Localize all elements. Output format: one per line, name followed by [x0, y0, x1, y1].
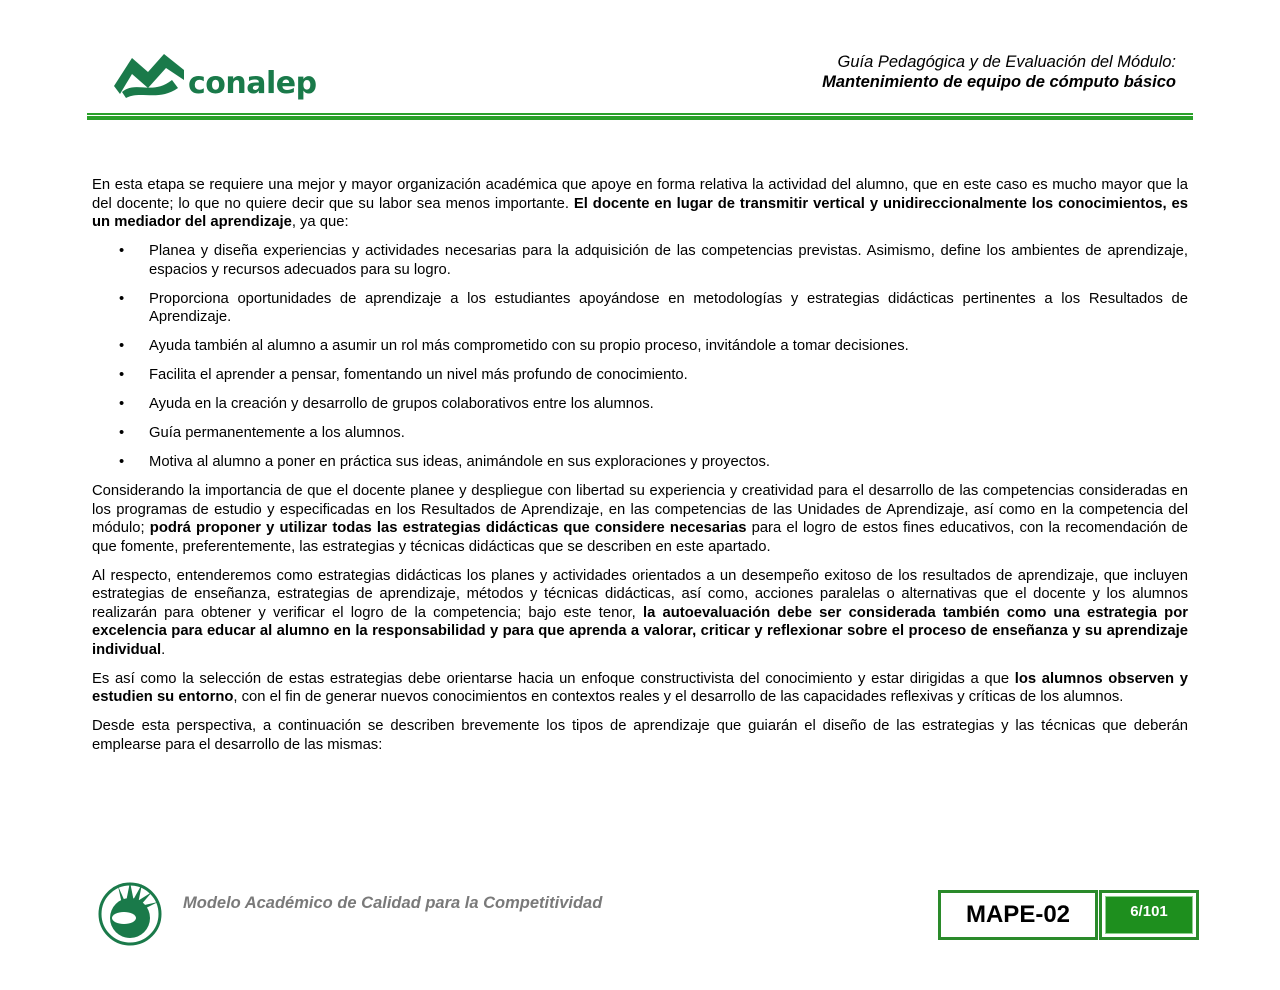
document-code [938, 890, 1098, 940]
list-item: • Motiva al alumno a poner en práctica sus ideas, animándole en sus exploraciones y proyectos. [119, 454, 770, 470]
logo-text: conalep [188, 66, 317, 101]
page-number-box [1099, 890, 1199, 940]
bullet-list [92, 242, 1188, 472]
title-line-2: Mantenimiento de equipo de cómputo básico [822, 73, 1176, 91]
list-item: • Guía permanentemente a los alumnos. [119, 425, 405, 441]
header-rule-thick [87, 116, 1193, 120]
bullet-icon: • [119, 396, 125, 412]
conalep-logo-icon [112, 50, 186, 102]
conalep-logo [112, 48, 317, 108]
paragraph-1: En esta etapa se requiere una mejor y mayor organización académica que apoye en forma relativa la actividad del alumno, que en este caso es mucho mayor que la del docente; lo que no quiere decir que su labor sea menos importante. El docente en lugar de transmitir vertical y unidireccionalmente los conocimientos, es un mediador del aprendizaje, ya que: [92, 177, 1188, 230]
list-item: • Proporciona oportunidades de aprendizaje a los estudiantes apoyándose en metodologías y estrategias didácticas pertinentes a los Resultados de Aprendizaje. [119, 290, 1188, 325]
document-title [822, 52, 1176, 92]
bullet-icon: • [119, 425, 125, 441]
header-rule-thin [87, 113, 1193, 115]
bullet-icon: • [119, 290, 125, 307]
modelo-academico-seal-icon [94, 874, 166, 946]
page-number: 6/101 [1130, 902, 1168, 920]
paragraph-4: Es así como la selección de estas estrategias debe orientarse hacia un enfoque constructivista del conocimiento y estar dirigidas a que los alumnos observen y estudien su entorno, con el fin de generar nuevos conocimientos en contextos reales y el desarrollo de las capacidades reflexivas y críticas de los alumnos. [92, 670, 1188, 705]
document-code-text: MAPE-02 [965, 901, 1071, 928]
footer-slogan: Modelo Académico de Calidad para la Competitividad [183, 894, 603, 912]
list-item: • Planea y diseña experiencias y actividades necesarias para la adquisición de las competencias previstas. Asimismo, define los ambientes de aprendizaje, espacios y recursos adecuados para su logro. [119, 243, 1188, 278]
list-item: • Ayuda en la creación y desarrollo de grupos colaborativos entre los alumnos. [119, 396, 654, 412]
bullet-icon: • [119, 454, 125, 470]
bullet-icon: • [119, 367, 125, 383]
paragraph-5: Desde esta perspectiva, a continuación se describen brevemente los tipos de aprendizaje que guiarán el diseño de las estrategias y las técnicas que deberán emplearse para el desarrollo de las mismas: [92, 718, 1188, 753]
paragraph-3: Al respecto, entenderemos como estrategias didácticas los planes y actividades orientados a un desempeño exitoso de los resultados de aprendizaje, que incluyen estrategias de enseñanza, estrategias de aprendizaje, métodos y técnicas didácticas, así como, acciones paralelas o alternativas que el docente y los alumnos realizarán para obtener y verificar el logro de la competencia; bajo este tenor, la autoevaluación debe ser considerada también como una estrategia por excelencia para educar al alumno en la responsabilidad y para que aprenda a valorar, criticar y reflexionar sobre el proceso de enseñanza y su aprendizaje individual. [92, 567, 1188, 658]
list-item: • Facilita el aprender a pensar, fomentando un nivel más profundo de conocimiento. [119, 367, 688, 383]
paragraph-2: Considerando la importancia de que el docente planee y despliegue con libertad su experiencia y creatividad para el desarrollo de las competencias consideradas en los programas de estudio y especificadas en los Resultados de Aprendizaje, en las competencias de las Unidades de Aprendizaje, así como en la competencia del módulo; podrá proponer y utilizar todas las estrategias didácticas que considere necesarias para el logro de estos fines educativos, con la recomendación de que fomente, preferentemente, las estrategias y técnicas didácticas que se describen en este apartado. [92, 483, 1188, 555]
page-content [92, 176, 1188, 765]
bullet-icon: • [119, 338, 125, 354]
title-line-1: Guía Pedagógica y de Evaluación del Módulo: [837, 53, 1176, 71]
bullet-icon: • [119, 243, 125, 259]
list-item: • Ayuda también al alumno a asumir un rol más comprometido con su propio proceso, invitándole a tomar decisiones. [119, 338, 909, 354]
